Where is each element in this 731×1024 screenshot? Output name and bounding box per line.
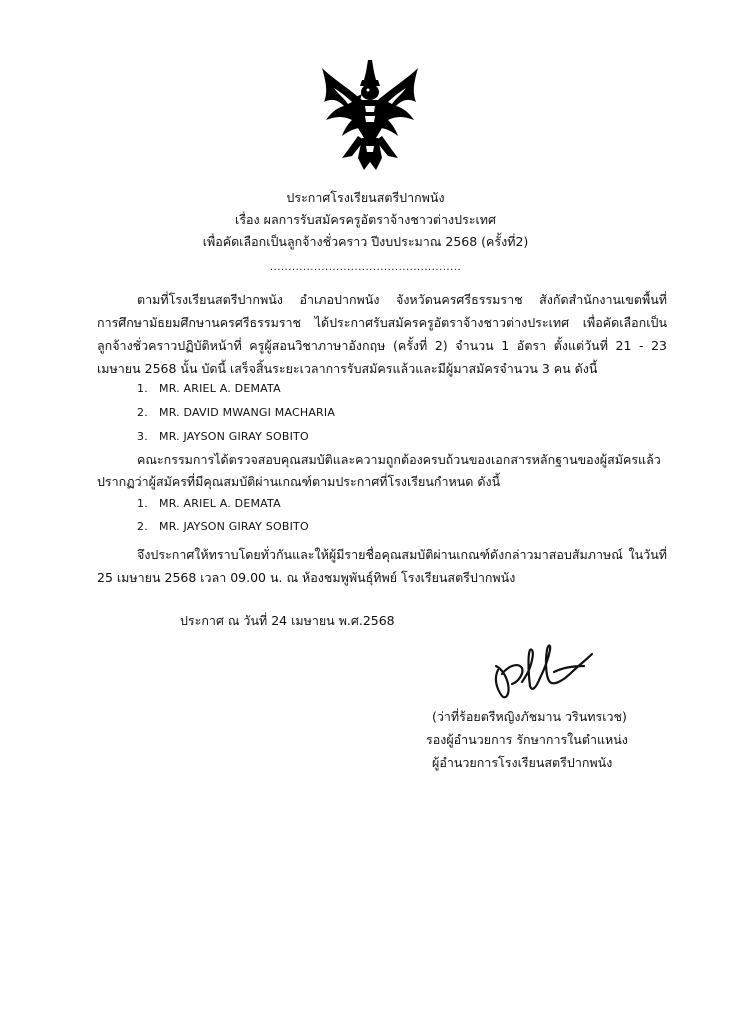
paragraph-3-line-2: 25 เมษายน 2568 เวลา 09.00 น. ณ ห้องชมพูพันธุ์ทิพย์ โรงเรียนสตรีปากพนัง: [97, 570, 516, 585]
paragraph-3-line-1: จึงประกาศให้ทราบโดยทั่วกันและให้ผู้มีรายชื่อคุณสมบัติผ่านเกณฑ์ดังกล่าวมาสอบสัมภาษณ์ ในวันที่: [137, 547, 667, 562]
applicant-name: MR. ARIEL A. DEMATA: [159, 382, 281, 395]
paragraph-2-line-2: ปรากฏว่าผู้สมัครที่มีคุณสมบัติผ่านเกณฑ์ตามประกาศที่โรงเรียนกำหนด ดังนี้: [97, 474, 501, 489]
signature-image: [488, 630, 598, 710]
list-number: 1.: [137, 497, 148, 510]
qualified-list-item: [137, 496, 281, 512]
garuda-emblem: [318, 58, 422, 174]
signatory-name: (ว่าที่ร้อยตรีหญิงภัชมาน วรินทรเวช): [432, 709, 627, 724]
signatory-position-line2: ผู้อำนวยการโรงเรียนสตรีปากพนัง: [432, 755, 613, 770]
paragraph-2-line-1: คณะกรรมการได้ตรวจสอบคุณสมบัติและความถูกต้องครบถ้วนของเอกสารหลักฐานของผู้สมัครแล้ว: [137, 452, 661, 467]
list-number: 1.: [137, 382, 148, 395]
applicant-name: MR. DAVID MWANGI MACHARIA: [159, 406, 336, 419]
applicant-name: MR. JAYSON GIRAY SOBITO: [159, 430, 309, 443]
qualified-list-item: [137, 519, 309, 535]
paragraph-1-line-2: การศึกษามัธยมศึกษานครศรีธรรมราช ได้ประกาศรับสมัครครูอัตราจ้างชาวต่างประเทศ เพื่อคัดเลือกเป็น: [97, 315, 667, 330]
paragraph-1-line-1: ตามที่โรงเรียนสตรีปากพนัง อำเภอปากพนัง จังหวัดนครศรีธรรมราช สังกัดสำนักงานเขตพื้นที่: [137, 292, 667, 307]
list-number: 2.: [137, 520, 148, 533]
applicant-list-item: [137, 405, 335, 421]
paragraph-1-line-4: เมษายน 2568 นั้น บัดนี้ เสร็จสิ้นระยะเวลาการรับสมัครแล้วและมีผู้มาสมัครจำนวน 3 คน ดังนี้: [97, 361, 598, 376]
paragraph-1-line-3: ลูกจ้างชั่วคราวปฏิบัติหน้าที่ ครูผู้สอนวิชาภาษาอังกฤษ (ครั้งที่ 2) จำนวน 1 อัตรา ตั้งแต่วันที่ 21 - 23: [97, 338, 667, 353]
announcement-title: ประกาศโรงเรียนสตรีปากพนัง: [286, 190, 445, 205]
qualified-name: MR. JAYSON GIRAY SOBITO: [159, 520, 309, 533]
list-number: 3.: [137, 430, 148, 443]
header-divider: ....................................................: [269, 262, 462, 273]
announcement-subject-line2: เพื่อคัดเลือกเป็นลูกจ้างชั่วคราว ปีงบประมาณ 2568 (ครั้งที่2): [202, 234, 529, 249]
announcement-date: ประกาศ ณ วันที่ 24 เมษายน พ.ศ.2568: [180, 613, 395, 628]
applicant-list-item: [137, 381, 281, 397]
applicant-list-item: [137, 429, 309, 445]
announcement-subject: เรื่อง ผลการรับสมัครครูอัตราจ้างชาวต่างประเทศ: [235, 212, 496, 227]
qualified-name: MR. ARIEL A. DEMATA: [159, 497, 281, 510]
list-number: 2.: [137, 406, 148, 419]
signatory-position-line1: รองผู้อำนวยการ รักษาการในตำแหน่ง: [426, 732, 628, 747]
